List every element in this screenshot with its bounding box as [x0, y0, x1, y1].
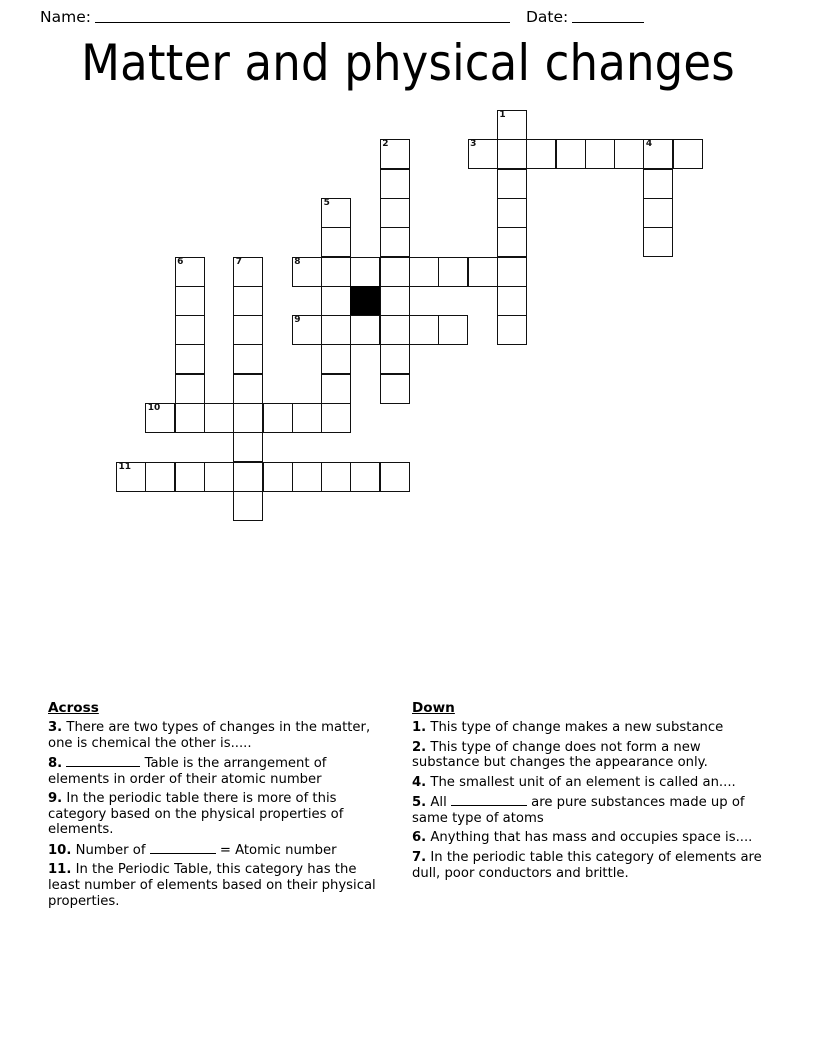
grid-cell-number: 1	[499, 110, 506, 120]
grid-cell-number: 8	[294, 256, 301, 267]
grid-cell[interactable]	[321, 315, 351, 345]
grid-cell-number: 7	[235, 256, 242, 267]
grid-cell[interactable]	[350, 462, 380, 492]
across-clue	[48, 862, 388, 909]
grid-cell[interactable]	[292, 315, 322, 345]
grid-cell[interactable]	[585, 139, 615, 169]
clue-text-pre: All	[430, 795, 451, 811]
grid-cell[interactable]	[321, 344, 351, 374]
clue-text-pre: Number of	[75, 842, 150, 858]
down-clue	[412, 850, 770, 881]
clue-number: 2.	[412, 739, 427, 755]
grid-cell[interactable]	[175, 403, 205, 433]
grid-cell[interactable]	[380, 198, 410, 228]
clue-lists	[0, 700, 816, 960]
grid-cell[interactable]	[350, 257, 380, 287]
clue-number: 3.	[48, 720, 63, 735]
across-clue	[48, 791, 388, 838]
down-clue-list	[412, 720, 770, 881]
across-heading: Across	[48, 700, 99, 716]
grid-cell[interactable]	[175, 315, 205, 345]
grid-cell[interactable]	[497, 198, 527, 228]
grid-cell[interactable]	[497, 110, 527, 140]
grid-cell[interactable]	[292, 462, 322, 492]
across-clue-column	[48, 700, 388, 913]
grid-cell[interactable]	[145, 403, 175, 433]
grid-cell[interactable]	[292, 403, 322, 433]
clue-answer-blank[interactable]	[150, 842, 216, 854]
grid-cell[interactable]	[468, 257, 498, 287]
grid-cell[interactable]	[497, 139, 527, 169]
grid-cell-number: 11	[118, 461, 132, 472]
grid-cell[interactable]	[233, 403, 263, 433]
clue-answer-blank[interactable]	[451, 794, 527, 806]
grid-cell[interactable]	[556, 139, 586, 169]
grid-cell[interactable]	[673, 139, 703, 169]
down-clue-column	[412, 700, 770, 885]
clue-text: Anything that has mass and occupies space is....	[430, 830, 753, 846]
grid-cell[interactable]	[233, 344, 263, 374]
grid-cell[interactable]	[233, 286, 263, 316]
grid-cell[interactable]	[233, 257, 263, 287]
grid-cell[interactable]	[380, 139, 410, 169]
grid-cell[interactable]	[438, 315, 468, 345]
grid-cell[interactable]	[175, 374, 205, 404]
clue-text: This type of change does not form a new substance but changes the appearance only.	[412, 739, 708, 771]
clue-number: 10.	[48, 842, 72, 858]
grid-cell[interactable]	[526, 139, 556, 169]
name-label: Name:	[40, 8, 91, 26]
down-clue	[412, 775, 770, 791]
clue-number: 7.	[412, 849, 427, 865]
grid-cell[interactable]	[321, 198, 351, 228]
grid-cell[interactable]	[175, 344, 205, 374]
grid-cell[interactable]	[643, 227, 673, 257]
grid-cell[interactable]	[380, 286, 410, 316]
grid-cell[interactable]	[145, 462, 175, 492]
grid-cell[interactable]	[233, 432, 263, 462]
clue-text: This type of change makes a new substance	[430, 720, 724, 735]
grid-cell[interactable]	[263, 462, 293, 492]
clue-text: Table is the arrangement of elements in order of their atomic number	[48, 756, 327, 787]
across-clue-list	[48, 720, 388, 909]
grid-cell[interactable]	[643, 139, 673, 169]
grid-cell[interactable]	[643, 169, 673, 199]
grid-cell[interactable]	[233, 491, 263, 521]
grid-cell[interactable]	[321, 257, 351, 287]
date-label: Date:	[525, 8, 569, 26]
clue-number: 9.	[48, 791, 63, 807]
grid-cell[interactable]	[380, 462, 410, 492]
clue-text: In the Periodic Table, this category has the least number of elements based on their physical properties.	[48, 862, 376, 909]
grid-cell[interactable]	[233, 374, 263, 404]
grid-cell[interactable]	[321, 227, 351, 257]
down-heading: Down	[412, 700, 455, 716]
grid-cell[interactable]	[321, 374, 351, 404]
clue-answer-blank[interactable]	[66, 755, 140, 767]
grid-cell[interactable]	[380, 344, 410, 374]
grid-cell-number: 2	[382, 139, 389, 150]
grid-cell[interactable]	[409, 257, 439, 287]
grid-block-cell	[350, 286, 380, 316]
grid-cell[interactable]	[380, 169, 410, 199]
crossword-grid	[116, 110, 716, 530]
grid-cell[interactable]	[116, 462, 146, 492]
grid-cell[interactable]	[497, 227, 527, 257]
grid-cell-number: 9	[294, 315, 301, 326]
down-clue	[412, 740, 770, 771]
clue-number: 5.	[412, 795, 427, 811]
grid-cell[interactable]	[497, 257, 527, 287]
grid-cell[interactable]	[380, 374, 410, 404]
grid-cell[interactable]	[643, 198, 673, 228]
grid-cell[interactable]	[497, 169, 527, 199]
clue-number: 6.	[412, 830, 427, 846]
grid-cell[interactable]	[614, 139, 644, 169]
grid-cell[interactable]	[175, 286, 205, 316]
grid-cell[interactable]	[233, 315, 263, 345]
grid-cell[interactable]	[321, 403, 351, 433]
grid-cell[interactable]	[497, 286, 527, 316]
grid-cell[interactable]	[175, 462, 205, 492]
down-clue	[412, 830, 770, 846]
clue-number: 8.	[48, 756, 63, 771]
grid-cell[interactable]	[438, 257, 468, 287]
grid-cell[interactable]	[233, 462, 263, 492]
grid-cell[interactable]	[263, 403, 293, 433]
clue-text: There are two types of changes in the matter, one is chemical the other is.....	[48, 720, 371, 751]
grid-cell[interactable]	[321, 286, 351, 316]
grid-cell[interactable]	[350, 315, 380, 345]
grid-cell[interactable]	[380, 227, 410, 257]
clue-number: 4.	[412, 774, 427, 790]
date-write-line[interactable]	[572, 12, 644, 23]
grid-cell[interactable]	[292, 257, 322, 287]
grid-cell[interactable]	[468, 139, 498, 169]
grid-cell-number: 3	[470, 139, 477, 150]
across-clue	[48, 842, 388, 858]
name-write-line[interactable]	[95, 12, 510, 23]
clue-text: In the periodic table this category of elements are dull, poor conductors and brittle.	[412, 849, 762, 881]
clue-text: The smallest unit of an element is called an....	[430, 774, 736, 790]
across-clue	[48, 755, 388, 787]
page-title: Matter and physical changes	[81, 34, 735, 92]
down-clue	[412, 794, 770, 826]
grid-cell[interactable]	[380, 257, 410, 287]
clue-text: = Atomic number	[219, 842, 337, 858]
name-date-bar	[0, 0, 816, 26]
grid-cell-number: 5	[323, 197, 330, 208]
clue-text: are pure substances made up of same type of atoms	[412, 795, 745, 826]
grid-cell[interactable]	[204, 403, 234, 433]
grid-cell[interactable]	[497, 315, 527, 345]
grid-cell-number: 6	[177, 256, 184, 267]
across-clue	[48, 720, 388, 751]
grid-cell[interactable]	[204, 462, 234, 492]
grid-cell-number: 10	[147, 403, 161, 413]
grid-cell-number: 4	[645, 139, 653, 150]
down-clue	[412, 720, 770, 736]
grid-cell[interactable]	[321, 462, 351, 492]
clue-number: 11.	[48, 862, 72, 878]
grid-cell[interactable]	[380, 315, 410, 345]
clue-text: In the periodic table there is more of this category based on the physical properties of elements.	[48, 791, 344, 838]
clue-number: 1.	[412, 720, 427, 735]
grid-cell[interactable]	[409, 315, 439, 345]
grid-cell[interactable]	[175, 257, 205, 287]
